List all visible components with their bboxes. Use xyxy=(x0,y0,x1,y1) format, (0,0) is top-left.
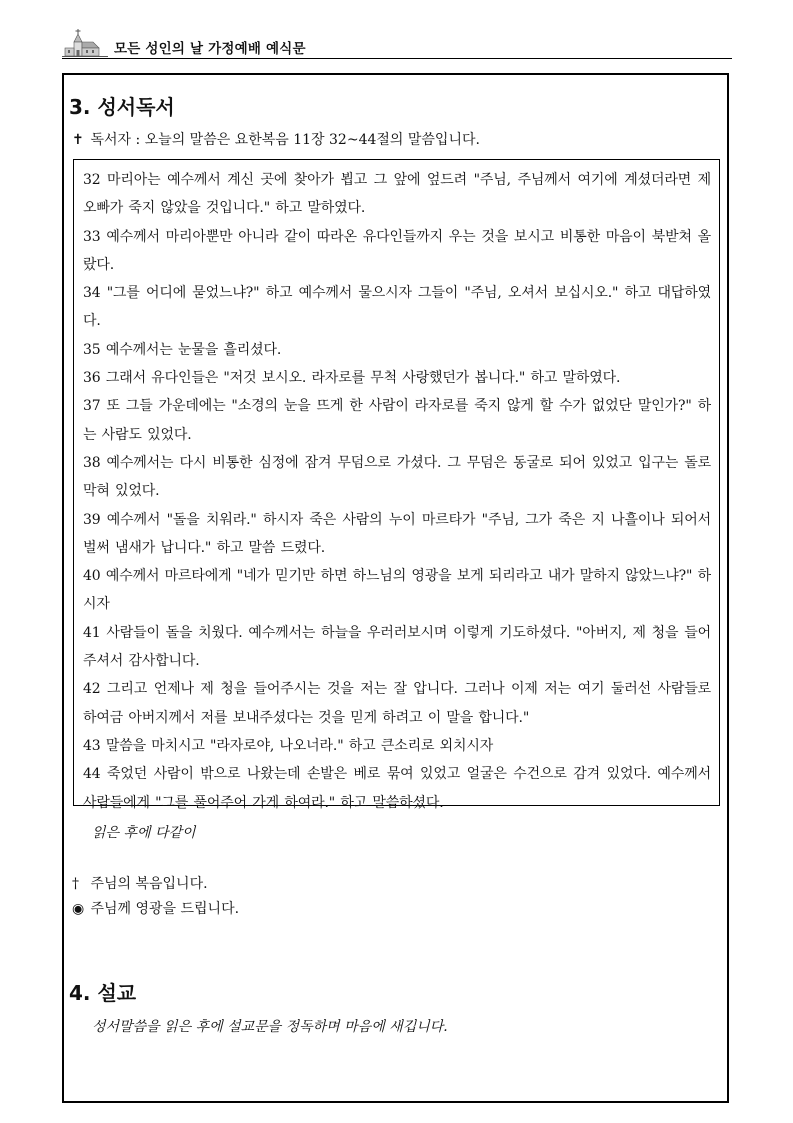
reader-text: 독서자 : 오늘의 말씀은 요한복음 11장 32~44절의 말씀입니다. xyxy=(90,132,480,148)
verse-34: 34 "그를 어디에 묻었느냐?" 하고 예수께서 물으시자 그들이 "주님, 오셔서 보십시오." 하고 대답하였다. xyxy=(83,285,711,330)
after-reading-note: 읽은 후에 다같이 xyxy=(92,825,196,841)
reader-line xyxy=(72,129,480,149)
leader-response xyxy=(72,873,208,893)
section-4-heading: 4. 설교 xyxy=(69,981,137,1005)
dagger-icon: † xyxy=(72,876,79,892)
verse-39: 39 예수께서 "돌을 치워라." 하시자 죽은 사람의 누이 마르타가 "주님, 그가 죽은 지 나흘이나 되어서 벌써 냄새가 납니다." 하고 말씀 드렸다. xyxy=(83,511,711,556)
leader-response-text: 주님의 복음입니다. xyxy=(90,876,208,892)
verse-33: 33 예수께서 마리아뿐만 아니라 같이 따라온 유다인들까지 우는 것을 보시고 비통한 마음이 북받쳐 올랐다. xyxy=(83,228,711,273)
header-title: 모든 성인의 날 가정예배 예식문 xyxy=(114,41,306,57)
verse-42: 42 그리고 언제나 제 청을 들어주시는 것을 저는 잘 압니다. 그러나 이제 저는 여기 둘러선 사람들로 하여금 아버지께서 저를 보내주셨다는 것을 믿게 하려고 이 말을 합니다." xyxy=(83,681,711,726)
cross-icon: ✝ xyxy=(72,132,84,148)
verse-41: 41 사람들이 돌을 치웠다. 예수께서는 하늘을 우러러보시며 이렇게 기도하셨다. "아버지, 제 청을 들어주셔서 감사합니다. xyxy=(83,624,711,670)
church-icon xyxy=(62,28,108,58)
section-3-heading: 3. 성서독서 xyxy=(69,95,175,119)
verse-43: 43 말씀을 마치시고 "라자로야, 나오너라." 하고 큰소리로 외치시자 xyxy=(83,737,494,754)
verse-37: 37 또 그들 가운데에는 "소경의 눈을 뜨게 한 사람이 라자로를 죽지 않게 할 수가 없었단 말인가?" 하는 사람도 있었다. xyxy=(83,398,711,443)
bullet-icon: ◉ xyxy=(72,901,85,917)
verse-40: 40 예수께서 마르타에게 "네가 믿기만 하면 하느님의 영광을 보게 되리라고 내가 말하지 않았느냐?" 하시자 xyxy=(83,568,711,613)
scripture-reading-box xyxy=(73,159,720,811)
verse-36: 36 그래서 유다인들은 "저것 보시오. 라자로를 무척 사랑했던가 봅니다." 하고 말하였다. xyxy=(83,370,621,387)
verse-44: 44 죽었던 사람이 밖으로 나왔는데 손발은 베로 묶여 있었고 얼굴은 수건으로 감겨 있었다. 예수께서 사람들에게 "그를 풀어주어 가게 하여라." 하고 말씀하셨다. xyxy=(83,766,711,811)
header-rule xyxy=(62,58,732,59)
verse-38: 38 예수께서는 다시 비통한 심정에 잠겨 무덤으로 가셨다. 그 무덤은 동굴로 되어 있었고 입구는 돌로 막혀 있었다. xyxy=(83,454,711,500)
sermon-instruction: 성서말씀을 읽은 후에 설교문을 정독하며 마음에 새깁니다. xyxy=(92,1019,448,1035)
people-response xyxy=(72,898,239,918)
verse-35: 35 예수께서는 눈물을 흘리셨다. xyxy=(83,341,282,358)
people-response-text: 주님께 영광을 드립니다. xyxy=(90,901,240,917)
page-header xyxy=(62,28,732,58)
verse-32: 32 마리아는 예수께서 계신 곳에 찾아가 뵙고 그 앞에 엎드려 "주님, 주님께서 여기에 계셨더라면 제 오빠가 죽지 않았을 것입니다." 하고 말하였다. xyxy=(83,172,711,217)
